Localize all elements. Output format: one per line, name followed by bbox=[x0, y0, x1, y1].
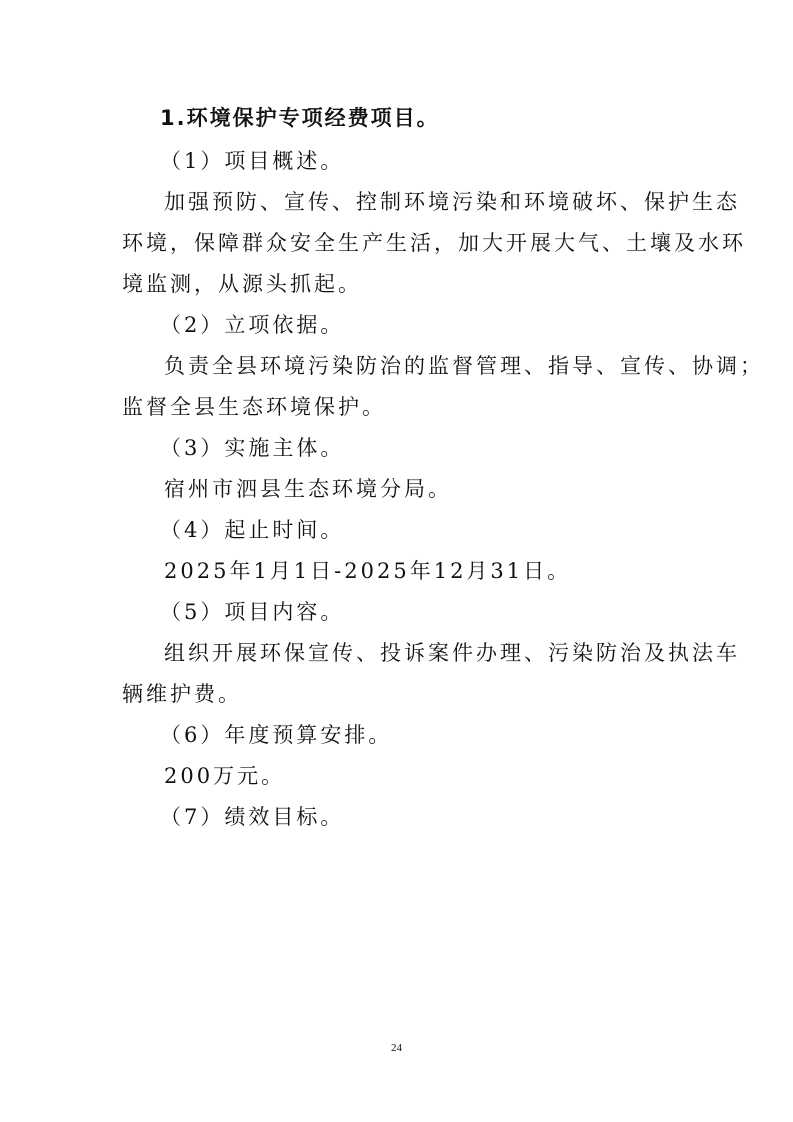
paragraph-line: 负责全县环境污染防治的监督管理、指导、宣传、协调； bbox=[164, 354, 764, 378]
paragraph-line: 2025年1月1日-2025年12月31日。 bbox=[164, 559, 572, 583]
paragraph-line: 加强预防、宣传、控制环境污染和环境破坏、保护生态 bbox=[164, 190, 740, 214]
subheading-entity: （3）实施主体。 bbox=[160, 436, 345, 460]
subheading-basis: （2）立项依据。 bbox=[160, 313, 345, 337]
paragraph-line: 组织开展环保宣传、投诉案件办理、污染防治及执法车 bbox=[164, 641, 740, 665]
subheading-overview: （1）项目概述。 bbox=[160, 149, 345, 173]
paragraph-line: 辆维护费。 bbox=[122, 682, 242, 706]
paragraph-line: 监督全县生态环境保护。 bbox=[122, 395, 386, 419]
subheading-period: （4）起止时间。 bbox=[160, 518, 345, 542]
paragraph-line: 境监测，从源头抓起。 bbox=[122, 272, 362, 296]
section-heading: 1.环境保护专项经费项目。 bbox=[160, 106, 440, 130]
paragraph-line: 200万元。 bbox=[164, 764, 286, 788]
subheading-budget: （6）年度预算安排。 bbox=[160, 723, 393, 747]
page-number: 24 bbox=[391, 1042, 402, 1054]
subheading-content: （5）项目内容。 bbox=[160, 600, 345, 624]
subheading-targets: （7）绩效目标。 bbox=[160, 805, 345, 829]
paragraph-line: 宿州市泗县生态环境分局。 bbox=[164, 477, 452, 501]
paragraph-line: 环境，保障群众安全生产生活，加大开展大气、土壤及水环 bbox=[122, 231, 746, 255]
